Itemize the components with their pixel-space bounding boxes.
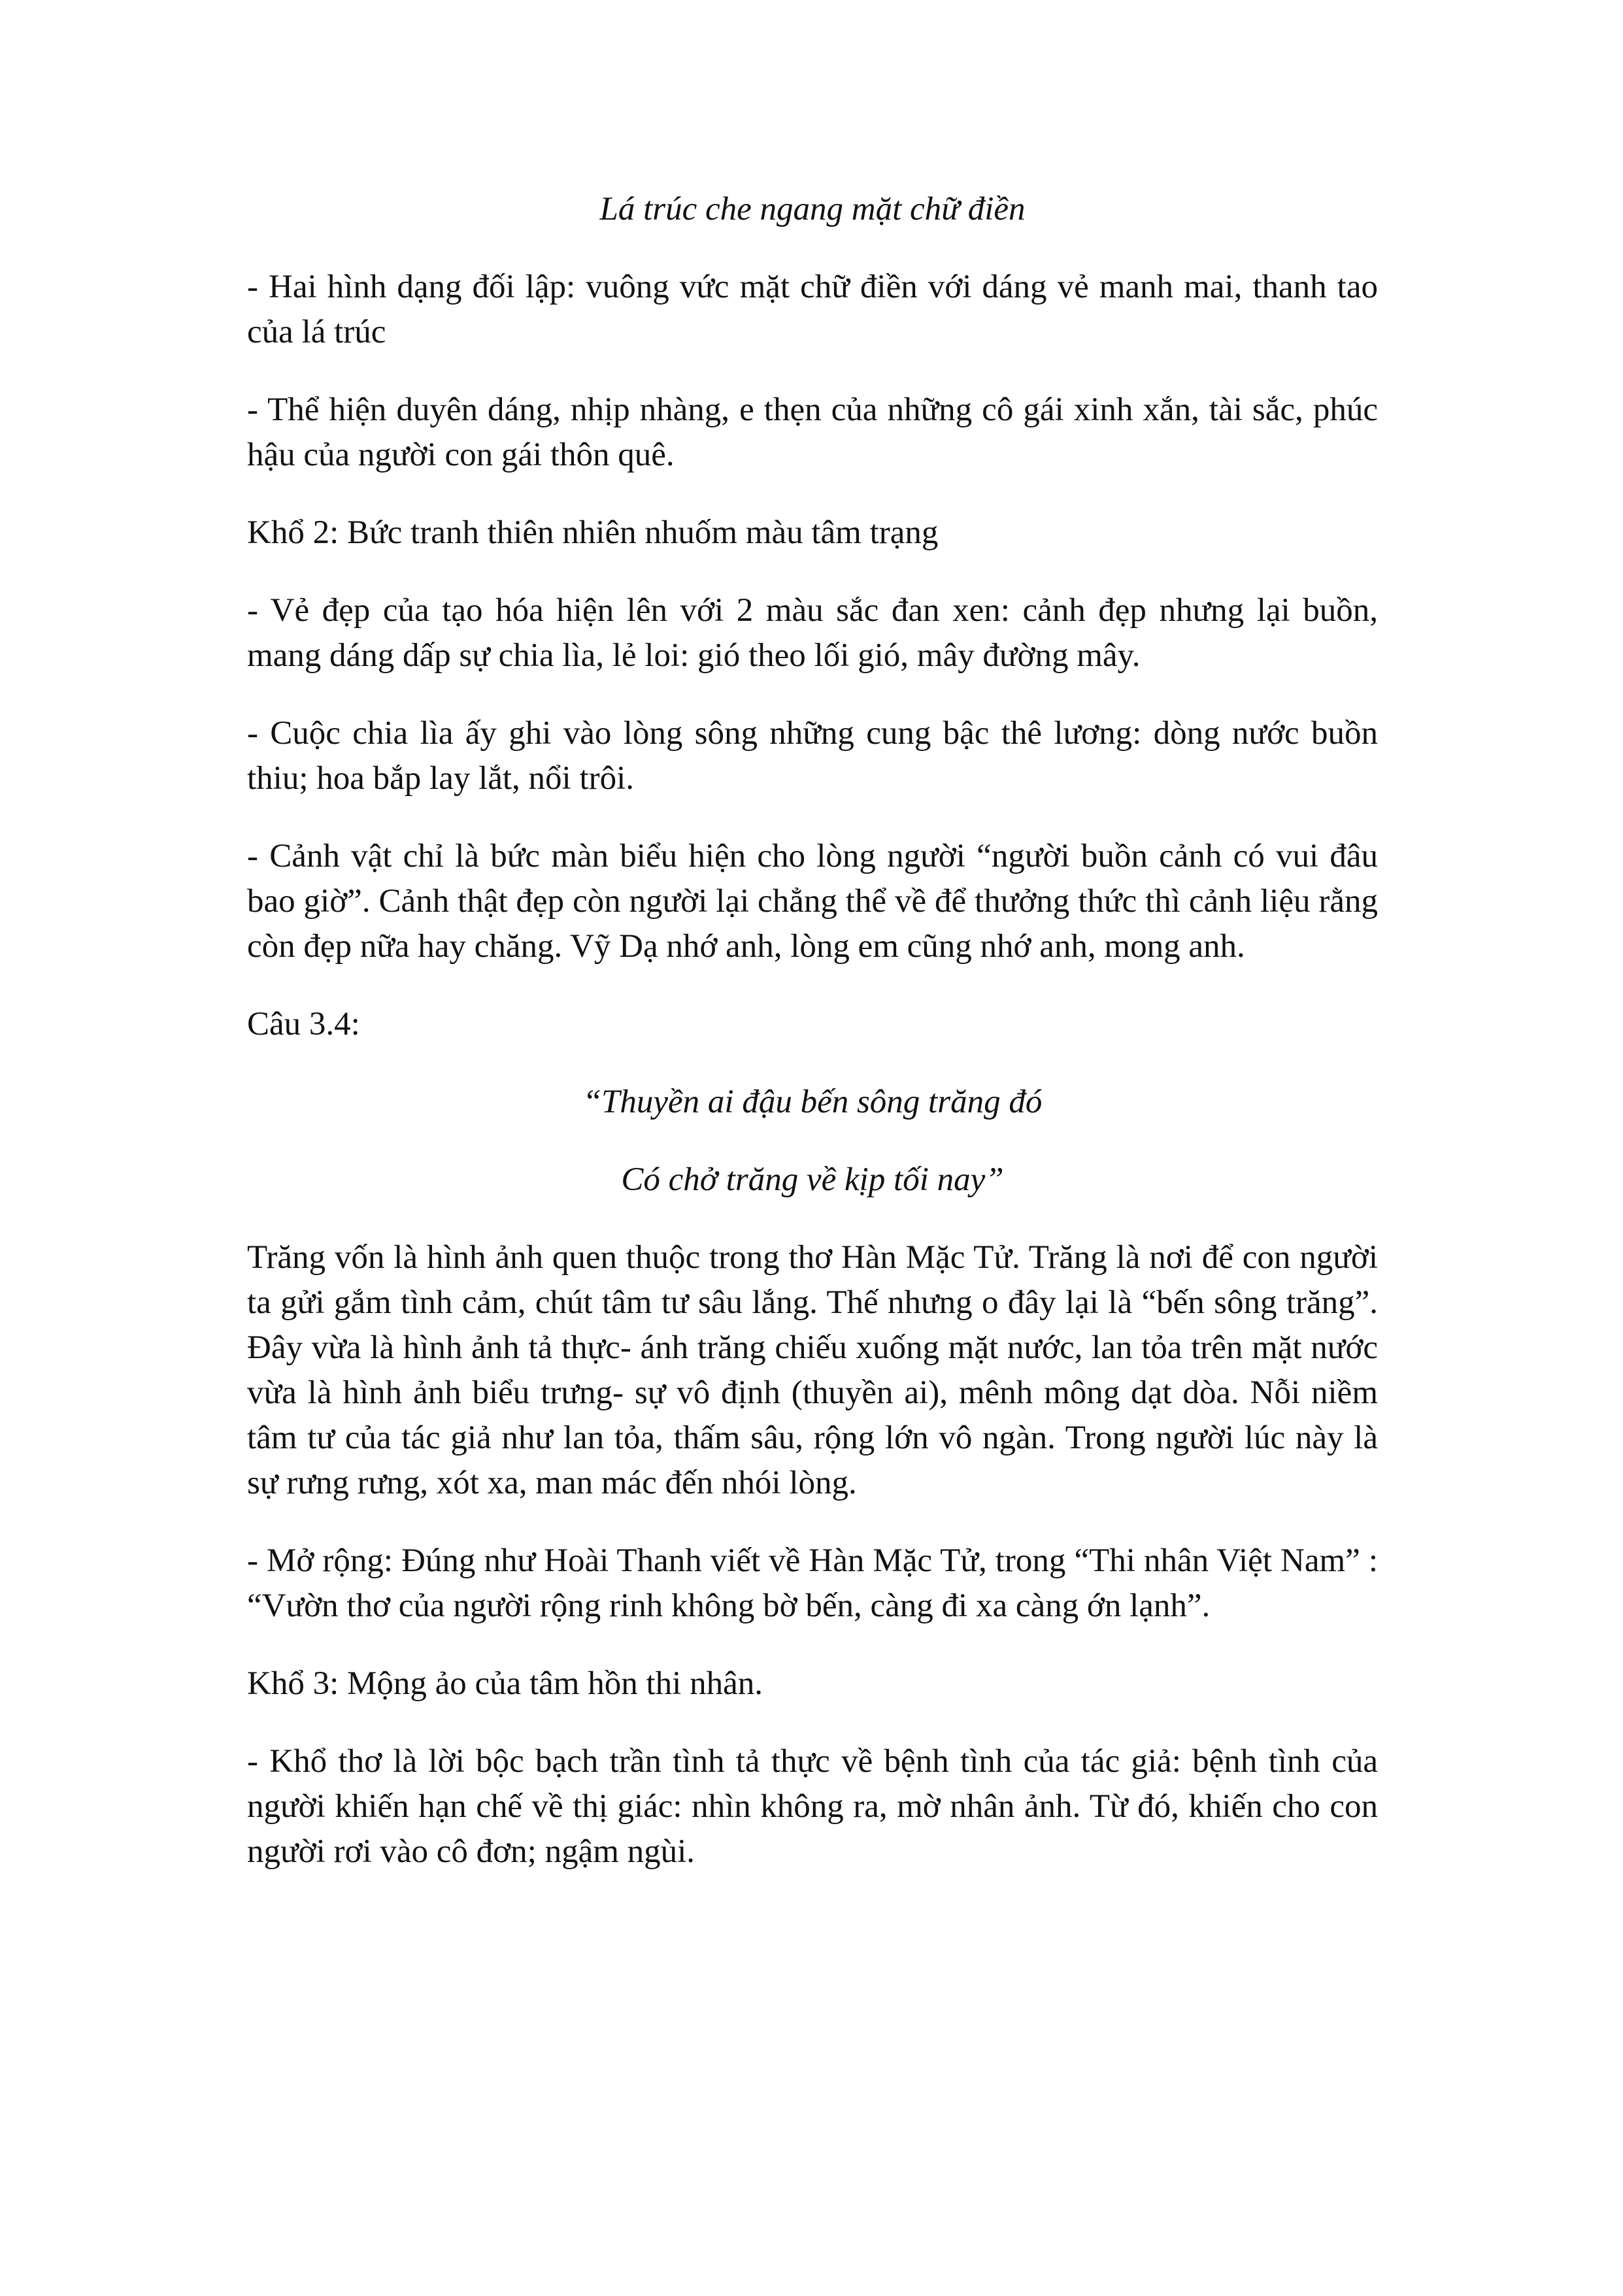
paragraph-1: - Hai hình dạng đối lập: vuông vức mặt chữ điền với dáng vẻ manh mai, thanh tao của lá trúc [247,269,1378,350]
paragraph-6: Trăng vốn là hình ảnh quen thuộc trong thơ Hàn Mặc Tử. Trăng là nơi để con người ta gửi gắm tình cảm, chút tâm tư sâu lắng. Thế nhưng o đây lại là “bến sông trăng”. Đây vừa là hình ảnh tả thực- ánh trăng chiếu xuống mặt nước, lan tỏa trên mặt nước vừa là hình ảnh biểu trưng- sự vô định (thuyền ai), mênh mông dạt dòa. Nỗi niềm tâm tư của tác giả như lan tỏa, thấm sâu, rộng lớn vô ngàn. Trong người lúc này là sự rưng rưng, xót xa, man mác đến nhói lòng. [247,1239,1378,1501]
paragraph-5: - Cảnh vật chỉ là bức màn biểu hiện cho lòng người “người buồn cảnh có vui đâu bao giờ”. Cảnh thật đẹp còn người lại chẳng thể về để thưởng thức thì cảnh liệu rằng còn đẹp nữa hay chăng. Vỹ Dạ nhớ anh, lòng em cũng nhớ anh, mong anh. [247,838,1378,965]
paragraph-4: - Cuộc chia lìa ấy ghi vào lòng sông những cung bậc thê lương: dòng nước buồn thiu; hoa bắp lay lắt, nổi trôi. [247,715,1378,797]
document-page [247,187,1378,1907]
section-heading-kho-3: Khổ 3: Mộng ảo của tâm hồn thi nhân. [247,1665,763,1702]
poem-line-3: Có chở trăng về kịp tối nay” [621,1161,1004,1198]
paragraph-2: - Thể hiện duyên dáng, nhịp nhàng, e thẹn của những cô gái xinh xắn, tài sắc, phúc hậu của người con gái thôn quê. [247,391,1378,473]
paragraph-8: - Khổ thơ là lời bộc bạch trần tình tả thực về bệnh tình của tác giả: bệnh tình của người khiến hạn chế về thị giác: nhìn không ra, mờ nhân ảnh. Từ đó, khiến cho con người rơi vào cô đơn; ngậm ngùi. [247,1743,1378,1870]
section-heading-kho-2: Khổ 2: Bức tranh thiên nhiên nhuốm màu tâm trạng [247,514,939,551]
paragraph-7: - Mở rộng: Đúng như Hoài Thanh viết về Hàn Mặc Tử, trong “Thi nhân Việt Nam” : “Vườn thơ của người rộng rinh không bờ bến, càng đi xa càng ớn lạnh”. [247,1542,1378,1624]
poem-line-2: “Thuyền ai đậu bến sông trăng đó [582,1084,1043,1120]
poem-line-1: Lá trúc che ngang mặt chữ điền [599,191,1026,227]
paragraph-3: - Vẻ đẹp của tạo hóa hiện lên với 2 màu sắc đan xen: cảnh đẹp nhưng lại buồn, mang dáng dấp sự chia lìa, lẻ loi: gió theo lối gió, mây đường mây. [247,592,1378,674]
section-heading-cau-3-4: Câu 3.4: [247,1006,360,1042]
